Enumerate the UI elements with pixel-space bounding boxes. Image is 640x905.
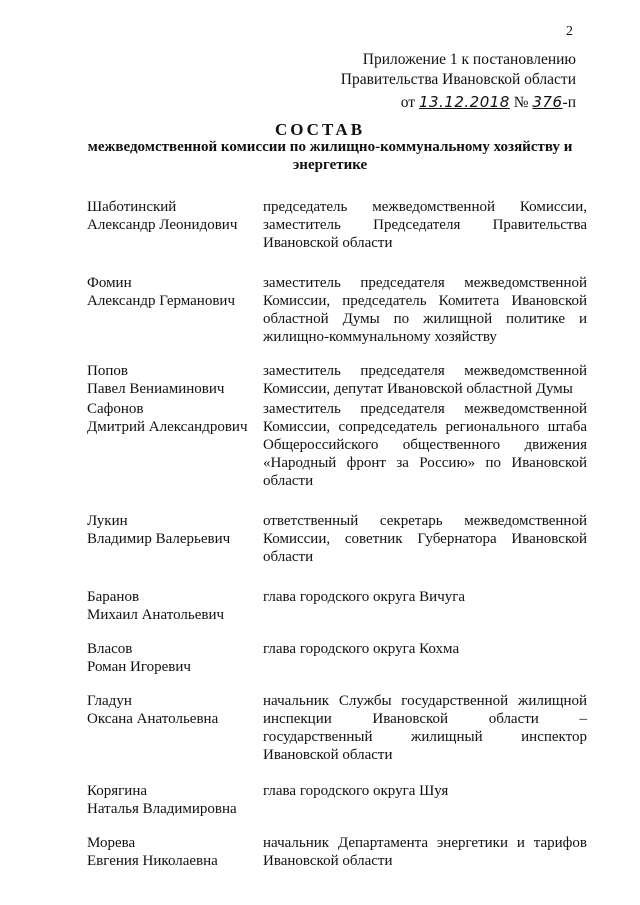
member-row <box>87 834 587 870</box>
member-surname: Фомин <box>87 275 132 291</box>
member-name <box>87 640 267 676</box>
member-role: глава городского округа Кохма <box>263 641 460 657</box>
member-row <box>87 640 587 676</box>
member-surname: Попов <box>87 363 128 379</box>
annex-date-number <box>401 92 576 113</box>
document-title: СОСТАВ <box>274 120 366 139</box>
member-given-name: Александр Леонидович <box>87 217 238 233</box>
member-name <box>87 834 267 870</box>
member-surname: Корягина <box>87 783 148 799</box>
member-given-name: Наталья Владимировна <box>87 801 237 817</box>
member-name <box>87 198 267 252</box>
annex-line-1: Приложение 1 к постановлению <box>362 51 576 68</box>
member-role: начальник Департамента энергетики и тарифов Ивановской области <box>263 835 587 869</box>
page-number: 2 <box>566 24 573 39</box>
member-role: заместитель председателя межведомственной Комиссии, сопредседатель регионального штаба Общероссийского общественного движения «Народный фронт за Россию» по Ивановской области <box>263 401 587 489</box>
member-row <box>87 512 587 566</box>
member-role: начальник Службы государственной жилищной инспекции Ивановской области – государственный жилищный инспектор Ивановской области <box>263 693 587 763</box>
member-name <box>87 362 267 398</box>
member-role: председатель межведомственной Комиссии, заместитель Председателя Правительства Ивановской области <box>263 199 587 251</box>
from-prefix: от <box>400 94 416 111</box>
member-row <box>87 198 587 252</box>
member-role: заместитель председателя межведомственной Комиссии, депутат Ивановской областной Думы <box>263 363 587 397</box>
handwritten-date: 13.12.2018 <box>418 93 510 111</box>
member-name <box>87 274 267 346</box>
number-suffix: -п <box>562 94 576 111</box>
member-row <box>87 400 587 490</box>
member-surname: Морева <box>87 835 136 851</box>
member-name <box>87 400 267 490</box>
member-role: глава городского округа Вичуга <box>263 589 466 605</box>
member-role: заместитель председателя межведомственной Комиссии, председатель Комитета Ивановской областной Думы по жилищной политике и жилищно-коммунальному хозяйству <box>263 275 587 345</box>
member-given-name: Владимир Валерьевич <box>87 531 231 547</box>
member-given-name: Евгения Николаевна <box>87 853 218 869</box>
member-given-name: Дмитрий Александрович <box>87 419 248 435</box>
members-list <box>87 198 587 870</box>
member-row <box>87 782 587 818</box>
member-surname: Сафонов <box>87 401 144 417</box>
document-subtitle: межведомственной комиссии по жилищно-коммунальному хозяйству и энергетике <box>87 139 573 173</box>
member-row <box>87 588 587 624</box>
number-prefix: № <box>513 94 529 111</box>
member-row <box>87 362 587 398</box>
member-role: ответственный секретарь межведомственной Комиссии, советник Губернатора Ивановской области <box>263 513 587 565</box>
member-surname: Власов <box>87 641 133 657</box>
member-given-name: Оксана Анатольевна <box>87 711 219 727</box>
member-surname: Гладун <box>87 693 132 709</box>
member-name <box>87 692 267 764</box>
member-given-name: Александр Германович <box>87 293 235 309</box>
member-row <box>87 692 587 764</box>
member-surname: Лукин <box>87 513 128 529</box>
annex-line-2: Правительства Ивановской области <box>340 71 576 88</box>
member-given-name: Павел Вениаминович <box>87 381 225 397</box>
member-row <box>87 274 587 346</box>
member-surname: Шаботинский <box>87 199 177 215</box>
member-name <box>87 588 267 624</box>
member-name <box>87 782 267 818</box>
member-given-name: Михаил Анатольевич <box>87 607 225 623</box>
member-surname: Баранов <box>87 589 140 605</box>
member-name <box>87 512 267 566</box>
annex-header <box>300 50 576 113</box>
member-given-name: Роман Игоревич <box>87 659 191 675</box>
member-role: глава городского округа Шуя <box>263 783 449 799</box>
handwritten-number: 376 <box>532 93 563 111</box>
